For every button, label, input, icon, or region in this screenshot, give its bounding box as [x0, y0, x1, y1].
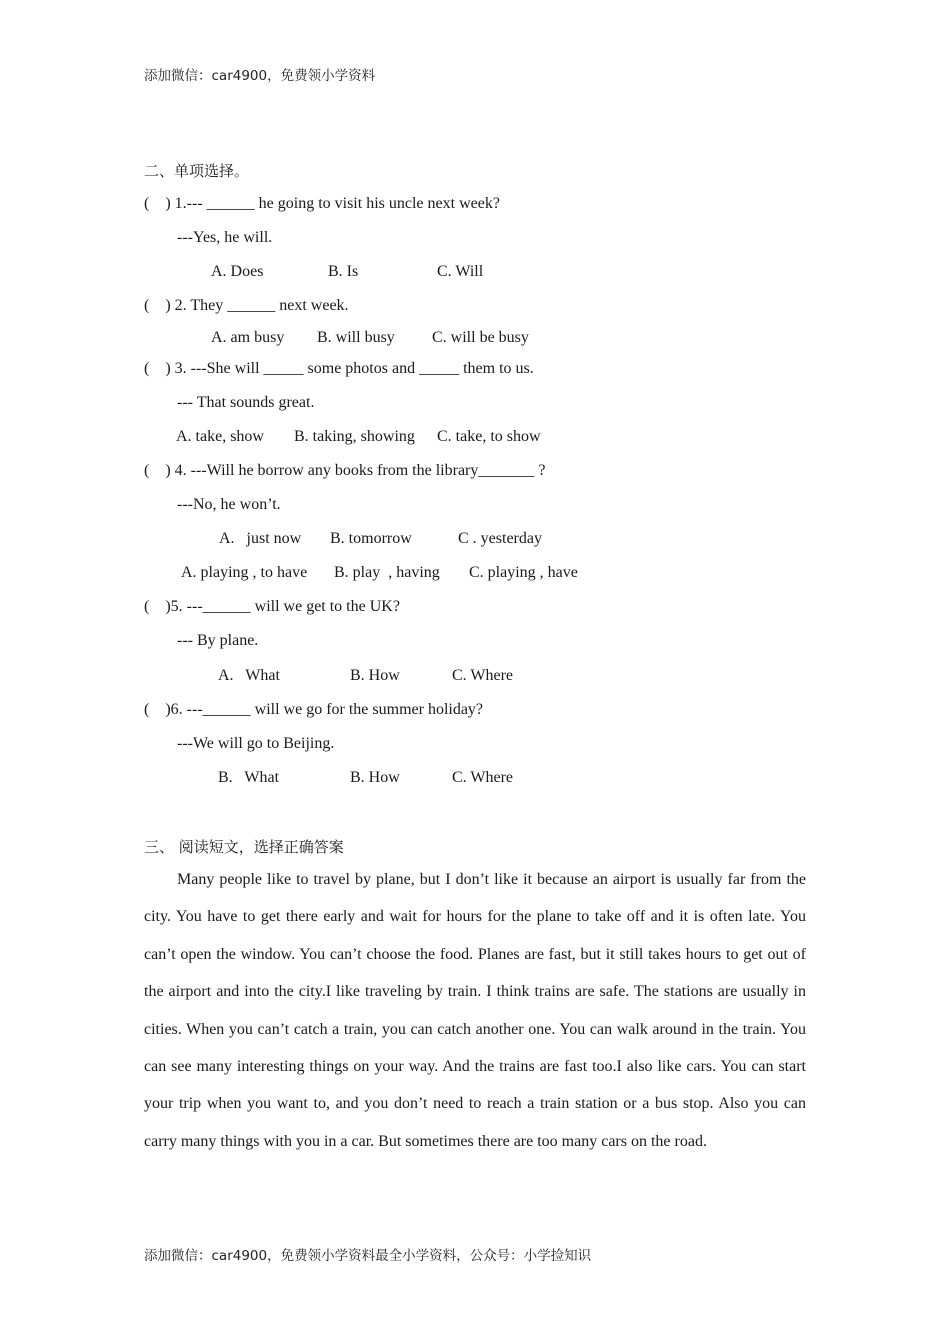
q3-reply: --- That sounds great.	[177, 394, 315, 411]
q3-option-c: C. take, to show	[437, 428, 541, 445]
q5-option-a: A. What	[218, 667, 280, 684]
q6-option-c: C. Where	[452, 769, 514, 786]
extra-option-c: C. playing , have	[469, 564, 578, 581]
section2-title: 二、单项选择。	[144, 162, 250, 180]
q3-option-b: B. taking, showing	[294, 428, 415, 445]
q4-option-c: C . yesterday	[458, 530, 542, 547]
q5-stem: ( )5. ---______ will we get to the UK?	[144, 598, 400, 615]
reading-passage: Many people like to travel by plane, but I don’t like it because an airport is usually far from the city. You have to get there early and wait for hours for the plane to take off and it is often late. You can’t open the window. You can’t choose the food. Planes are fast, but it still takes hours to get out of the airport and into the city.I like traveling by train. I think trains are safe. The stations are usually in cities. When you can’t catch a train, you can catch another one. You can walk around in the train. You can see many interesting things on your way. And the trains are fast too.I also like cars. You can start your trip when you want to, and you don’t need to reach a train station or a bus stop. Also you can carry many things with you in a car. But sometimes there are too many cars on the road.	[144, 871, 806, 1150]
q5-option-b: B. How	[350, 667, 400, 684]
q1-option-b: B. Is	[328, 263, 359, 280]
page-footer: 添加微信：car4900，免费领小学资料最全小学资料，公众号：小学捡知识	[144, 1248, 592, 1264]
section3-title: 三、 阅读短文，选择正确答案	[144, 838, 344, 856]
q1-reply: ---Yes, he will.	[177, 229, 273, 246]
q4-option-a: A. just now	[219, 530, 302, 547]
q6-option-b: B. How	[350, 769, 400, 786]
q4-reply: ---No, he won’t.	[177, 496, 281, 513]
q3-stem: ( ) 3. ---She will _____ some photos and _____ them to us.	[144, 360, 534, 377]
q5-reply: --- By plane.	[177, 632, 259, 649]
q2-option-a: A. am busy	[211, 329, 285, 346]
q6-reply: ---We will go to Beijing.	[177, 735, 335, 752]
page-header: 添加微信：car4900，免费领小学资料	[144, 68, 376, 84]
q3-option-a: A. take, show	[176, 428, 264, 445]
q6-stem: ( )6. ---______ will we go for the summer holiday?	[144, 701, 484, 718]
q1-option-c: C. Will	[437, 263, 484, 280]
q2-stem: ( ) 2. They ______ next week.	[144, 297, 349, 314]
q1-option-a: A. Does	[211, 263, 264, 280]
q2-option-c: C. will be busy	[432, 329, 529, 346]
q4-stem: ( ) 4. ---Will he borrow any books from the library_______ ?	[144, 462, 546, 479]
extra-option-b: B. play , having	[334, 564, 440, 581]
q4-option-b: B. tomorrow	[330, 530, 412, 547]
q6-option-a: B. What	[218, 769, 280, 786]
q5-option-c: C. Where	[452, 667, 514, 684]
q2-option-b: B. will busy	[317, 329, 395, 346]
q1-stem: ( ) 1.--- ______ he going to visit his uncle next week?	[144, 195, 500, 212]
extra-option-a: A. playing , to have	[181, 564, 308, 581]
